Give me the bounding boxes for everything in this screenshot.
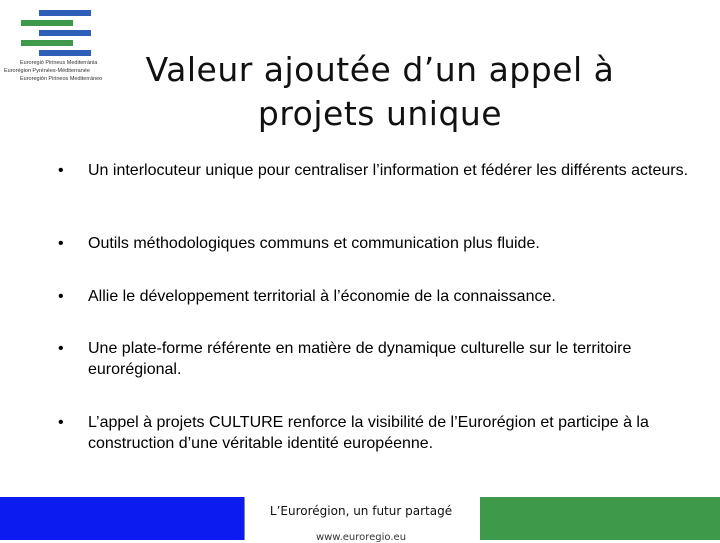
logo-stripe <box>21 20 73 26</box>
bullet-marker: • <box>58 288 64 305</box>
logo-stripe <box>39 50 91 56</box>
logo-text-line: Euroregió Pirineus Mediterrània <box>20 60 98 66</box>
bullet-marker: • <box>58 340 64 357</box>
bullet-text: Allie le développement territorial à l’économie de la connaissance. <box>88 288 556 305</box>
footer-divider <box>244 497 245 540</box>
euroregion-logo <box>4 8 116 92</box>
bullet-marker: • <box>58 414 64 431</box>
bullet-marker: • <box>58 162 64 179</box>
slide-title <box>120 48 640 136</box>
title-line-1: Valeur ajoutée d’un appel à <box>145 50 615 89</box>
logo-stripe <box>21 40 73 46</box>
footer-url: www.euroregio.eu <box>315 532 407 543</box>
logo-text-line: Eurorégion Pyrénées-Méditerranée <box>4 68 90 74</box>
footer-tagline: L’Eurorégion, un futur partagé <box>269 504 453 518</box>
logo-stripe <box>39 30 91 36</box>
bullet-text: Une plate-forme référente en matière de dynamique culturelle sur le territoire eurorégional. <box>88 340 632 378</box>
bullet-text: Outils méthodologiques communs et communication plus fluide. <box>88 235 540 252</box>
logo-text-line: Euroregión Pirineos Mediterráneo <box>20 76 103 82</box>
bullet-marker: • <box>58 235 64 252</box>
footer-blue-block <box>0 497 244 540</box>
footer-green-block <box>480 497 720 540</box>
title-line-2: projets unique <box>257 94 503 133</box>
bullet-text: L’appel à projets CULTURE renforce la visibilité de l’Eurorégion et participe à la construction d’une véritable identité européenne. <box>88 414 649 452</box>
bullet-text: Un interlocuteur unique pour centraliser l’information et fédérer les différents acteurs. <box>88 162 689 179</box>
logo-stripe <box>39 10 91 16</box>
